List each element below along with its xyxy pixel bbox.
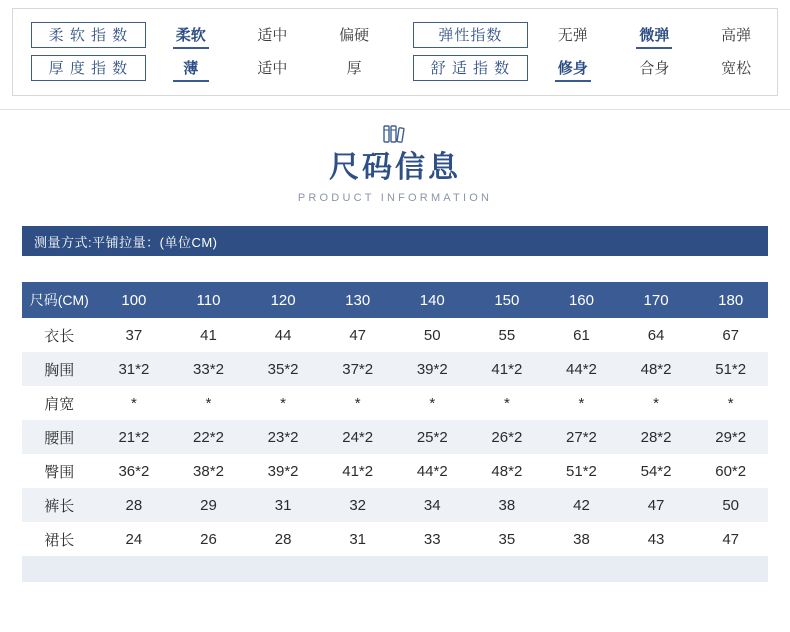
table-header-cell: 130 [320,282,395,318]
table-cell: 26*2 [491,428,523,446]
table-cell: 31 [349,530,367,548]
attribute-option[interactable]: 柔软 [150,18,232,51]
table-cell: * [280,394,286,412]
attribute-option[interactable]: 适中 [257,27,288,44]
section-title-block [0,124,790,204]
attribute-option[interactable]: 微弹 [614,18,696,51]
section-divider [0,109,790,110]
table-cell: 衣长 [44,327,75,345]
size-table [22,282,768,582]
table-cell: 48*2 [640,360,672,378]
table-cell: 25*2 [416,428,448,446]
table-cell: 24*2 [342,428,374,446]
table-header-cell: 170 [619,282,694,318]
table-cell: 48*2 [491,462,523,480]
table-header-cell: 100 [97,282,172,318]
table-cell: 55 [498,326,516,344]
table-footer-cell [22,556,768,582]
table-row [22,318,768,352]
table-cell: * [578,394,585,412]
measure-method-bar: 测量方式:平铺拉量：(单位CM) [22,226,768,256]
table-cell: 60*2 [715,462,747,480]
table-cell: * [503,394,510,412]
attribute-row [13,18,777,51]
table-cell: 27*2 [566,428,597,446]
table-cell: 38 [498,496,516,514]
attribute-option[interactable]: 厚 [346,60,362,77]
table-cell: 37*2 [342,360,374,378]
attribute-option[interactable]: 高弹 [721,27,752,44]
table-cell: 44*2 [566,360,597,378]
table-cell: 32 [349,496,367,514]
attribute-option[interactable]: 宽松 [721,60,752,77]
table-cell: 22*2 [193,428,224,446]
table-cell: 41 [200,326,217,344]
table-header-row [22,282,768,318]
table-cell: 37 [125,326,143,344]
table-cell: 44*2 [416,462,448,480]
table-cell: * [130,394,137,412]
table-cell: 51*2 [566,462,597,480]
attribute-group-title: 弹性指数 [413,22,528,48]
table-cell: 67 [722,326,740,344]
table-cell: 50 [722,496,740,514]
table-cell: 42 [573,496,590,514]
table-cell: 腰围 [44,429,75,447]
table-cell: 35*2 [267,360,299,378]
table-cell: 胸围 [44,361,75,379]
table-cell: 47 [647,496,665,514]
table-row [22,454,768,488]
attribute-group-title: 厚 度 指 数 [31,55,146,81]
table-cell: 臀围 [44,463,75,481]
table-cell: 31 [274,496,292,514]
table-cell: 21*2 [118,428,150,446]
table-cell: 肩宽 [44,395,75,413]
attribute-option[interactable]: 修身 [532,51,614,84]
table-cell: 43 [647,530,665,548]
table-cell: 54*2 [640,462,672,480]
table-cell: 28 [274,530,292,548]
table-row [22,386,768,420]
table-cell: 29*2 [715,428,747,446]
table-header-cell: 140 [395,282,470,318]
table-cell: 38 [573,530,590,548]
table-cell: 23*2 [267,428,299,446]
table-header-cell: 120 [246,282,321,318]
table-cell: 裙长 [44,531,75,549]
table-cell: 41*2 [342,462,374,480]
table-cell: 38*2 [193,462,224,480]
table-header-cell: 150 [470,282,545,318]
attribute-option[interactable]: 偏硬 [339,27,370,44]
table-header-cell: 110 [171,282,246,318]
table-cell: * [727,394,734,412]
table-cell: 29 [200,496,217,514]
table-cell: 47 [349,326,367,344]
table-cell: 41*2 [491,360,523,378]
attribute-option[interactable]: 适中 [257,60,288,77]
table-cell: * [354,394,361,412]
table-cell: 31*2 [118,360,150,378]
table-cell: 39*2 [416,360,448,378]
table-cell: 33*2 [193,360,224,378]
page-title: 尺码信息 [329,151,461,184]
attribute-option[interactable]: 无弹 [557,27,588,44]
table-cell: 35 [498,530,516,548]
page-subtitle: PRODUCT INFORMATION [297,192,493,204]
table-row [22,420,768,454]
attribute-panel [12,8,778,96]
attribute-option[interactable]: 合身 [639,60,670,77]
table-header-cell: 160 [544,282,619,318]
table-cell: 50 [423,326,441,344]
table-cell: 裤长 [44,497,75,515]
table-footer-row [22,556,768,582]
table-row [22,352,768,386]
attribute-option[interactable]: 薄 [150,51,232,84]
table-cell: * [429,394,436,412]
table-cell: 64 [647,326,665,344]
table-cell: 34 [423,496,441,514]
table-cell: 51*2 [715,360,747,378]
attribute-group-title: 舒 适 指 数 [413,55,528,81]
table-cell: 44 [274,326,292,344]
attribute-group-title: 柔 软 指 数 [31,22,146,48]
table-header-cell: 180 [693,282,768,318]
table-cell: * [205,394,212,412]
attribute-row [13,51,777,84]
table-row [22,488,768,522]
table-cell: 61 [573,326,590,344]
table-cell: 33 [423,530,441,548]
table-cell: 28 [125,496,143,514]
table-cell: 26 [200,530,217,548]
table-header-cell: 尺码(CM) [22,282,97,318]
table-cell: * [653,394,659,412]
table-cell: 36*2 [118,462,150,480]
table-row [22,522,768,556]
table-cell: 24 [125,530,143,548]
table-cell: 47 [722,530,740,548]
table-cell: 28*2 [640,428,672,446]
books-icon [380,124,410,144]
table-cell: 39*2 [267,462,299,480]
